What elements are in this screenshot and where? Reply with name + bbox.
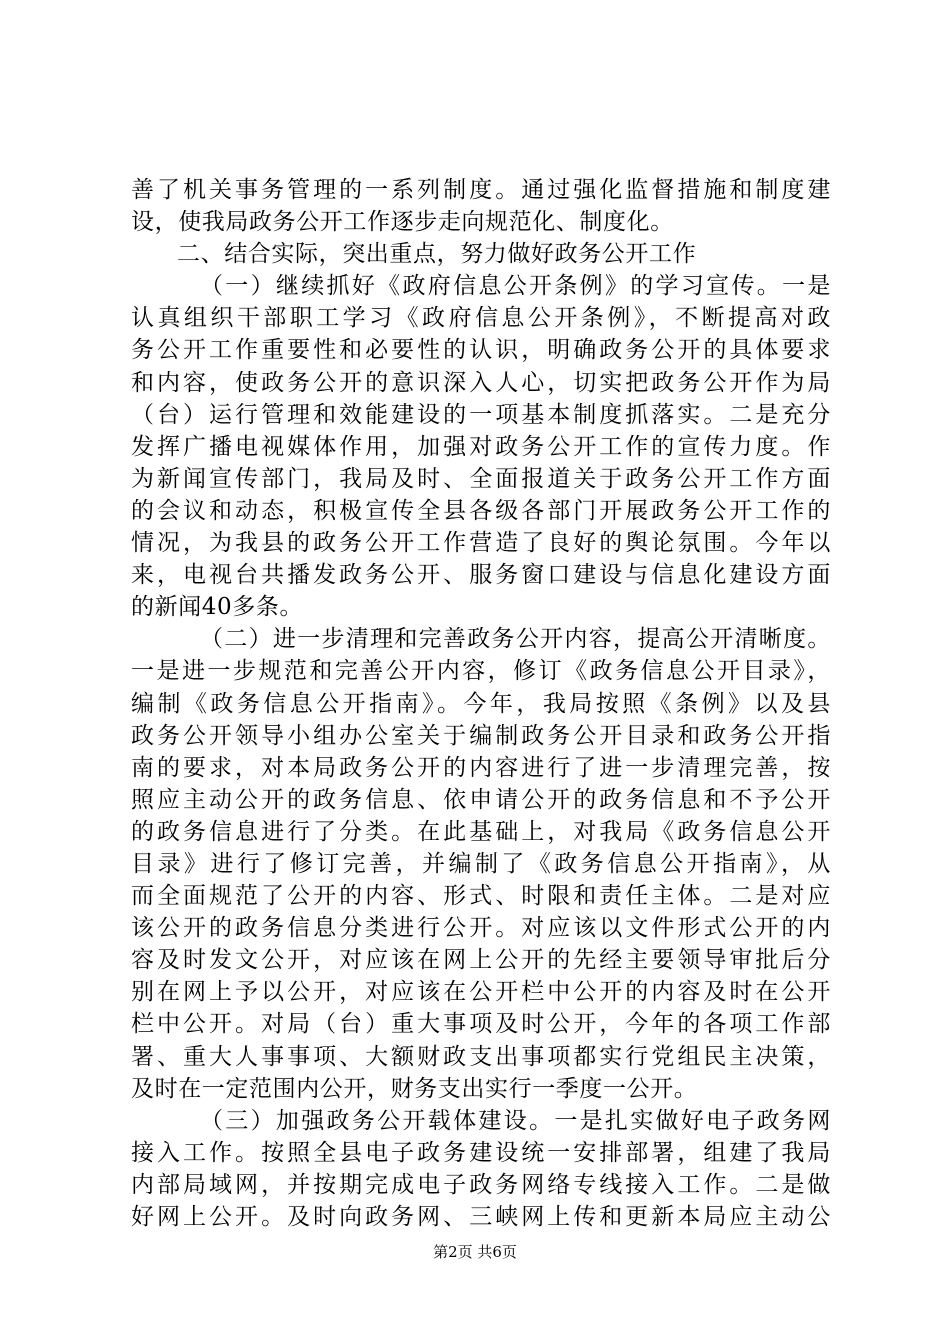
text-line: 照应主动公开的政务信息、依申请公开的政务信息和不予公开 bbox=[131, 786, 831, 813]
text-line: 内部局域网，并按期完成电子政务网络专线接入工作。二是做 bbox=[131, 1171, 831, 1198]
text-line: 和内容，使政务公开的意识深入人心，切实把政务公开作为局 bbox=[131, 369, 831, 396]
text-line: 政务公开领导小组办公室关于编制政务公开目录和政务公开指 bbox=[131, 722, 831, 749]
text-line: 发挥广播电视媒体作用，加强对政务公开工作的宣传力度。作 bbox=[131, 433, 831, 460]
text-line: 的政务信息进行了分类。在此基础上，对我局《政务信息公开 bbox=[131, 818, 831, 845]
subsection-heading: （一）继续抓好《政府信息公开条例》的学习宣传。一是 bbox=[200, 273, 831, 300]
text-line: 南的要求，对本局政务公开的内容进行了进一步清理完善，按 bbox=[131, 754, 831, 781]
text-line: 一是进一步规范和完善公开内容，修订《政务信息公开目录》， bbox=[131, 658, 831, 685]
page-number: 第2页 共6页 bbox=[433, 1243, 517, 1261]
text-line: 来，电视台共播发政务公开、服务窗口建设与信息化建设方面 bbox=[131, 562, 831, 589]
text-line: 接入工作。按照全县电子政务建设统一安排部署，组建了我局 bbox=[131, 1139, 831, 1166]
text-line: 情况，为我县的政务公开工作营造了良好的舆论氛围。今年以 bbox=[131, 530, 831, 557]
text-line: 编制《政务信息公开指南》。今年，我局按照《条例》以及县 bbox=[131, 690, 831, 717]
text-line: 务公开工作重要性和必要性的认识，明确政务公开的具体要求 bbox=[131, 337, 831, 364]
text-line: 认真组织干部职工学习《政府信息公开条例》，不断提高对政 bbox=[131, 305, 831, 332]
text-line: 该公开的政务信息分类进行公开。对应该以文件形式公开的内 bbox=[131, 915, 831, 942]
text-line: 好网上公开。及时向政务网、三峡网上传和更新本局应主动公 bbox=[131, 1204, 831, 1230]
text-line: 署、重大人事事项、大额财政支出事项都实行党组民主决策， bbox=[131, 1043, 831, 1070]
text-line: 容及时发文公开，对应该在网上公开的先经主要领导审批后分 bbox=[131, 947, 831, 974]
text-line: 栏中公开。对局（台）重大事项及时公开，今年的各项工作部 bbox=[131, 1011, 831, 1038]
text-line: 及时在一定范围内公开，财务支出实行一季度一公开。 bbox=[131, 1075, 698, 1102]
text-line: 目录》进行了修订完善，并编制了《政务信息公开指南》，从 bbox=[131, 850, 831, 877]
document-body bbox=[131, 174, 831, 1233]
section-heading: 二、结合实际，突出重点，努力做好政务公开工作 bbox=[177, 241, 697, 268]
subsection-heading: （三）加强政务公开载体建设。一是扎实做好电子政务网 bbox=[200, 1107, 831, 1134]
text-line: 设，使我局政务公开工作逐步走向规范化、制度化。 bbox=[131, 209, 674, 236]
text-line: 善了机关事务管理的一系列制度。通过强化监督措施和制度建 bbox=[131, 177, 831, 203]
text-line: 的会议和动态，积极宣传全县各级各部门开展政务公开工作的 bbox=[131, 497, 831, 524]
text-line: （台）运行管理和效能建设的一项基本制度抓落实。二是充分 bbox=[131, 401, 831, 428]
text-line: 而全面规范了公开的内容、形式、时限和责任主体。二是对应 bbox=[131, 883, 831, 910]
text-line: 的新闻40多条。 bbox=[131, 594, 304, 621]
text-line: 别在网上予以公开，对应该在公开栏中公开的内容及时在公开 bbox=[131, 979, 831, 1006]
subsection-heading: （二）进一步清理和完善政务公开内容，提高公开清晰度。 bbox=[200, 626, 831, 653]
text-line: 为新闻宣传部门，我局及时、全面报道关于政务公开工作方面 bbox=[131, 465, 831, 492]
